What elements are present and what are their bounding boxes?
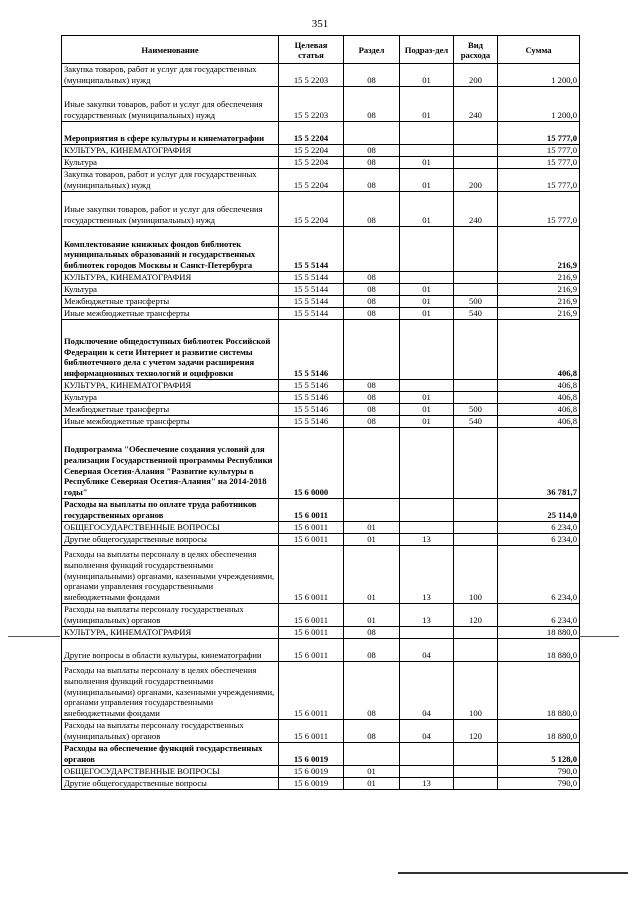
table-header-row xyxy=(62,36,580,64)
table-row xyxy=(62,627,580,639)
row-target-article: 15 5 2203 xyxy=(279,64,344,87)
row-sum: 406,8 xyxy=(498,392,580,404)
row-expense-type xyxy=(454,639,498,662)
row-target-article: 15 5 5144 xyxy=(279,272,344,284)
row-target-article: 15 5 2204 xyxy=(279,122,344,145)
table-row xyxy=(62,308,580,320)
row-sum: 18 880,0 xyxy=(498,662,580,720)
row-sum: 6 234,0 xyxy=(498,604,580,627)
row-sum: 18 880,0 xyxy=(498,639,580,662)
row-subsection: 01 xyxy=(400,192,454,227)
row-subsection: 04 xyxy=(400,720,454,743)
table-row xyxy=(62,87,580,122)
row-expense-type: 100 xyxy=(454,546,498,604)
row-expense-type xyxy=(454,534,498,546)
row-section: 01 xyxy=(344,546,400,604)
row-section: 08 xyxy=(344,416,400,428)
header-sum: Сумма xyxy=(498,36,580,64)
table-row xyxy=(62,64,580,87)
header-subsection: Подраз-дел xyxy=(400,36,454,64)
row-expense-type xyxy=(454,272,498,284)
row-expense-type: 100 xyxy=(454,662,498,720)
row-target-article: 15 5 5144 xyxy=(279,227,344,272)
row-subsection: 04 xyxy=(400,662,454,720)
row-expense-type xyxy=(454,522,498,534)
row-expense-type: 200 xyxy=(454,64,498,87)
table-row xyxy=(62,157,580,169)
row-target-article: 15 5 5146 xyxy=(279,392,344,404)
row-target-article: 15 5 5146 xyxy=(279,320,344,380)
row-expense-type xyxy=(454,499,498,522)
row-section: 08 xyxy=(344,392,400,404)
table-row xyxy=(62,720,580,743)
row-sum: 36 781,7 xyxy=(498,428,580,499)
row-name: Другие общегосударственные вопросы xyxy=(62,778,279,790)
row-sum: 216,9 xyxy=(498,308,580,320)
table-row xyxy=(62,534,580,546)
row-section: 08 xyxy=(344,639,400,662)
table-row xyxy=(62,272,580,284)
row-target-article: 15 6 0011 xyxy=(279,627,344,639)
row-expense-type: 240 xyxy=(454,87,498,122)
header-target-article: Целевая статья xyxy=(279,36,344,64)
row-expense-type: 120 xyxy=(454,720,498,743)
row-subsection: 13 xyxy=(400,546,454,604)
row-subsection: 01 xyxy=(400,64,454,87)
row-section: 08 xyxy=(344,404,400,416)
table-row xyxy=(62,522,580,534)
row-subsection xyxy=(400,380,454,392)
row-section: 08 xyxy=(344,145,400,157)
row-target-article: 15 6 0011 xyxy=(279,604,344,627)
table-row xyxy=(62,380,580,392)
row-target-article: 15 5 5146 xyxy=(279,404,344,416)
row-name: Другие вопросы в области культуры, кинематографии xyxy=(62,639,279,662)
row-target-article: 15 5 2203 xyxy=(279,87,344,122)
table-row xyxy=(62,778,580,790)
row-name: Межбюджетные трансферты xyxy=(62,404,279,416)
row-target-article: 15 6 0000 xyxy=(279,428,344,499)
table-row xyxy=(62,392,580,404)
table-row xyxy=(62,284,580,296)
row-expense-type xyxy=(454,227,498,272)
table-row xyxy=(62,169,580,192)
row-subsection xyxy=(400,272,454,284)
row-expense-type: 500 xyxy=(454,404,498,416)
row-name: Расходы на выплаты персоналу в целях обеспечения выполнения функций государственными (муниципальными) органами, казенными учреждениями, органами управления государственными внебюджетными фондами xyxy=(62,546,279,604)
row-name: Закупка товаров, работ и услуг для государственных (муниципальных) нужд xyxy=(62,64,279,87)
row-section: 08 xyxy=(344,308,400,320)
row-subsection: 01 xyxy=(400,284,454,296)
row-section: 08 xyxy=(344,87,400,122)
row-subsection: 13 xyxy=(400,534,454,546)
row-sum: 15 777,0 xyxy=(498,192,580,227)
row-sum: 790,0 xyxy=(498,766,580,778)
table-row xyxy=(62,428,580,499)
row-name: Расходы на обеспечение функций государственных органов xyxy=(62,743,279,766)
row-expense-type: 500 xyxy=(454,296,498,308)
row-section: 08 xyxy=(344,627,400,639)
row-sum: 5 128,0 xyxy=(498,743,580,766)
row-target-article: 15 5 5144 xyxy=(279,308,344,320)
row-sum: 15 777,0 xyxy=(498,145,580,157)
row-subsection: 04 xyxy=(400,639,454,662)
row-subsection xyxy=(400,122,454,145)
row-name: Межбюджетные трансферты xyxy=(62,296,279,308)
row-target-article: 15 6 0011 xyxy=(279,639,344,662)
row-expense-type xyxy=(454,766,498,778)
row-target-article: 15 5 2204 xyxy=(279,145,344,157)
table-row xyxy=(62,296,580,308)
row-expense-type xyxy=(454,320,498,380)
row-sum: 216,9 xyxy=(498,296,580,308)
row-subsection: 01 xyxy=(400,308,454,320)
row-expense-type xyxy=(454,743,498,766)
table-row xyxy=(62,499,580,522)
row-section: 08 xyxy=(344,157,400,169)
row-target-article: 15 6 0011 xyxy=(279,546,344,604)
row-sum: 15 777,0 xyxy=(498,169,580,192)
row-subsection xyxy=(400,766,454,778)
row-sum: 406,8 xyxy=(498,380,580,392)
row-name: Расходы на выплаты персоналу в целях обеспечения выполнения функций государственными (муниципальными) органами, казенными учреждениями, органами управления государственными внебюджетными фондами xyxy=(62,662,279,720)
row-subsection xyxy=(400,522,454,534)
header-name: Наименование xyxy=(62,36,279,64)
row-expense-type xyxy=(454,157,498,169)
row-subsection xyxy=(400,499,454,522)
row-section: 08 xyxy=(344,192,400,227)
row-sum: 15 777,0 xyxy=(498,157,580,169)
row-sum: 18 880,0 xyxy=(498,720,580,743)
table-row xyxy=(62,743,580,766)
row-section: 01 xyxy=(344,766,400,778)
footer-rule xyxy=(398,872,628,874)
row-name: Подпрограмма "Обеспечение создания условий для реализации Государственной программы Республики Северная Осетия-Алания "Развитие культуры в Республике Северная Осетия-Алания" на 2014-2018 годы" xyxy=(62,428,279,499)
row-target-article: 15 6 0011 xyxy=(279,499,344,522)
row-name: КУЛЬТУРА, КИНЕМАТОГРАФИЯ xyxy=(62,627,279,639)
row-expense-type: 540 xyxy=(454,416,498,428)
row-section xyxy=(344,428,400,499)
row-name: ОБЩЕГОСУДАРСТВЕННЫЕ ВОПРОСЫ xyxy=(62,766,279,778)
row-name: Расходы на выплаты персоналу государственных (муниципальных) органов xyxy=(62,720,279,743)
row-sum: 790,0 xyxy=(498,778,580,790)
table-row xyxy=(62,227,580,272)
row-name: Иные межбюджетные трансферты xyxy=(62,416,279,428)
table-row xyxy=(62,192,580,227)
row-sum: 216,9 xyxy=(498,272,580,284)
table-row xyxy=(62,662,580,720)
row-target-article: 15 5 2204 xyxy=(279,157,344,169)
row-name: Закупка товаров, работ и услуг для государственных (муниципальных) нужд xyxy=(62,169,279,192)
row-target-article: 15 6 0011 xyxy=(279,662,344,720)
row-section xyxy=(344,227,400,272)
row-subsection xyxy=(400,145,454,157)
row-subsection: 01 xyxy=(400,296,454,308)
row-subsection: 01 xyxy=(400,404,454,416)
table-row xyxy=(62,604,580,627)
row-subsection xyxy=(400,627,454,639)
row-section: 08 xyxy=(344,169,400,192)
row-subsection: 01 xyxy=(400,392,454,404)
row-target-article: 15 6 0011 xyxy=(279,522,344,534)
row-name: Культура xyxy=(62,157,279,169)
page-number: 351 xyxy=(311,18,329,30)
row-name: Расходы на выплаты персоналу государственных (муниципальных) органов xyxy=(62,604,279,627)
row-section: 08 xyxy=(344,272,400,284)
table-body xyxy=(62,64,580,790)
row-subsection: 01 xyxy=(400,169,454,192)
row-subsection xyxy=(400,320,454,380)
row-section: 08 xyxy=(344,720,400,743)
header-section: Раздел xyxy=(344,36,400,64)
row-name: Культура xyxy=(62,284,279,296)
row-target-article: 15 6 0019 xyxy=(279,778,344,790)
table-row xyxy=(62,546,580,604)
row-expense-type xyxy=(454,122,498,145)
row-target-article: 15 5 5144 xyxy=(279,296,344,308)
row-sum: 406,8 xyxy=(498,404,580,416)
row-expense-type xyxy=(454,392,498,404)
row-sum: 406,8 xyxy=(498,320,580,380)
row-expense-type: 540 xyxy=(454,308,498,320)
row-section: 08 xyxy=(344,284,400,296)
row-sum: 6 234,0 xyxy=(498,522,580,534)
row-section: 01 xyxy=(344,604,400,627)
row-subsection: 13 xyxy=(400,604,454,627)
row-subsection xyxy=(400,227,454,272)
row-name: Культура xyxy=(62,392,279,404)
row-expense-type xyxy=(454,627,498,639)
row-expense-type: 120 xyxy=(454,604,498,627)
header-expense-type: Вид расхода xyxy=(454,36,498,64)
row-section: 08 xyxy=(344,296,400,308)
row-section: 01 xyxy=(344,522,400,534)
row-section: 01 xyxy=(344,534,400,546)
scan-artifact-line xyxy=(579,636,619,637)
row-target-article: 15 6 0019 xyxy=(279,743,344,766)
row-target-article: 15 6 0011 xyxy=(279,720,344,743)
row-sum: 1 200,0 xyxy=(498,64,580,87)
row-subsection: 13 xyxy=(400,778,454,790)
row-sum: 18 880,0 xyxy=(498,627,580,639)
row-target-article: 15 5 5146 xyxy=(279,380,344,392)
table-row xyxy=(62,766,580,778)
row-name: КУЛЬТУРА, КИНЕМАТОГРАФИЯ xyxy=(62,272,279,284)
row-sum: 25 114,0 xyxy=(498,499,580,522)
row-subsection xyxy=(400,743,454,766)
row-expense-type xyxy=(454,145,498,157)
row-subsection: 01 xyxy=(400,157,454,169)
row-name: ОБЩЕГОСУДАРСТВЕННЫЕ ВОПРОСЫ xyxy=(62,522,279,534)
table-row xyxy=(62,639,580,662)
table-row xyxy=(62,320,580,380)
row-name: Подключение общедоступных библиотек Российской Федерации к сети Интернет и развитие системы библиотечного дела с учетом задачи расширения информационных технологий и оцифровки xyxy=(62,320,279,380)
row-target-article: 15 5 2204 xyxy=(279,169,344,192)
row-sum: 216,9 xyxy=(498,227,580,272)
row-expense-type xyxy=(454,778,498,790)
row-target-article: 15 6 0011 xyxy=(279,534,344,546)
row-sum: 216,9 xyxy=(498,284,580,296)
row-name: КУЛЬТУРА, КИНЕМАТОГРАФИЯ xyxy=(62,145,279,157)
row-target-article: 15 6 0019 xyxy=(279,766,344,778)
row-section: 08 xyxy=(344,380,400,392)
row-expense-type xyxy=(454,428,498,499)
row-section: 08 xyxy=(344,662,400,720)
row-section xyxy=(344,320,400,380)
row-section xyxy=(344,743,400,766)
table-row xyxy=(62,416,580,428)
row-target-article: 15 5 5146 xyxy=(279,416,344,428)
row-name: Другие общегосударственные вопросы xyxy=(62,534,279,546)
row-sum: 1 200,0 xyxy=(498,87,580,122)
row-subsection xyxy=(400,428,454,499)
row-sum: 406,8 xyxy=(498,416,580,428)
table-row xyxy=(62,145,580,157)
row-target-article: 15 5 2204 xyxy=(279,192,344,227)
row-section: 08 xyxy=(344,64,400,87)
row-name: Комплектование книжных фондов библиотек муниципальных образований и государственных библиотек городов Москвы и Санкт-Петербурга xyxy=(62,227,279,272)
table-row xyxy=(62,404,580,416)
row-target-article: 15 5 5144 xyxy=(279,284,344,296)
budget-table xyxy=(61,35,580,790)
row-section xyxy=(344,122,400,145)
row-sum: 15 777,0 xyxy=(498,122,580,145)
scan-artifact-line xyxy=(8,636,60,637)
table-row xyxy=(62,122,580,145)
row-expense-type xyxy=(454,284,498,296)
row-name: Иные закупки товаров, работ и услуг для обеспечения государственных (муниципальных) нужд xyxy=(62,192,279,227)
row-expense-type: 240 xyxy=(454,192,498,227)
row-expense-type xyxy=(454,380,498,392)
row-name: КУЛЬТУРА, КИНЕМАТОГРАФИЯ xyxy=(62,380,279,392)
row-expense-type: 200 xyxy=(454,169,498,192)
row-subsection: 01 xyxy=(400,87,454,122)
row-sum: 6 234,0 xyxy=(498,546,580,604)
row-subsection: 01 xyxy=(400,416,454,428)
row-section xyxy=(344,499,400,522)
row-section: 01 xyxy=(344,778,400,790)
row-name: Иные межбюджетные трансферты xyxy=(62,308,279,320)
row-name: Расходы на выплаты по оплате труда работников государственных органов xyxy=(62,499,279,522)
row-name: Мероприятия в сфере культуры и кинематографии xyxy=(62,122,279,145)
row-name: Иные закупки товаров, работ и услуг для обеспечения государственных (муниципальных) нужд xyxy=(62,87,279,122)
row-sum: 6 234,0 xyxy=(498,534,580,546)
